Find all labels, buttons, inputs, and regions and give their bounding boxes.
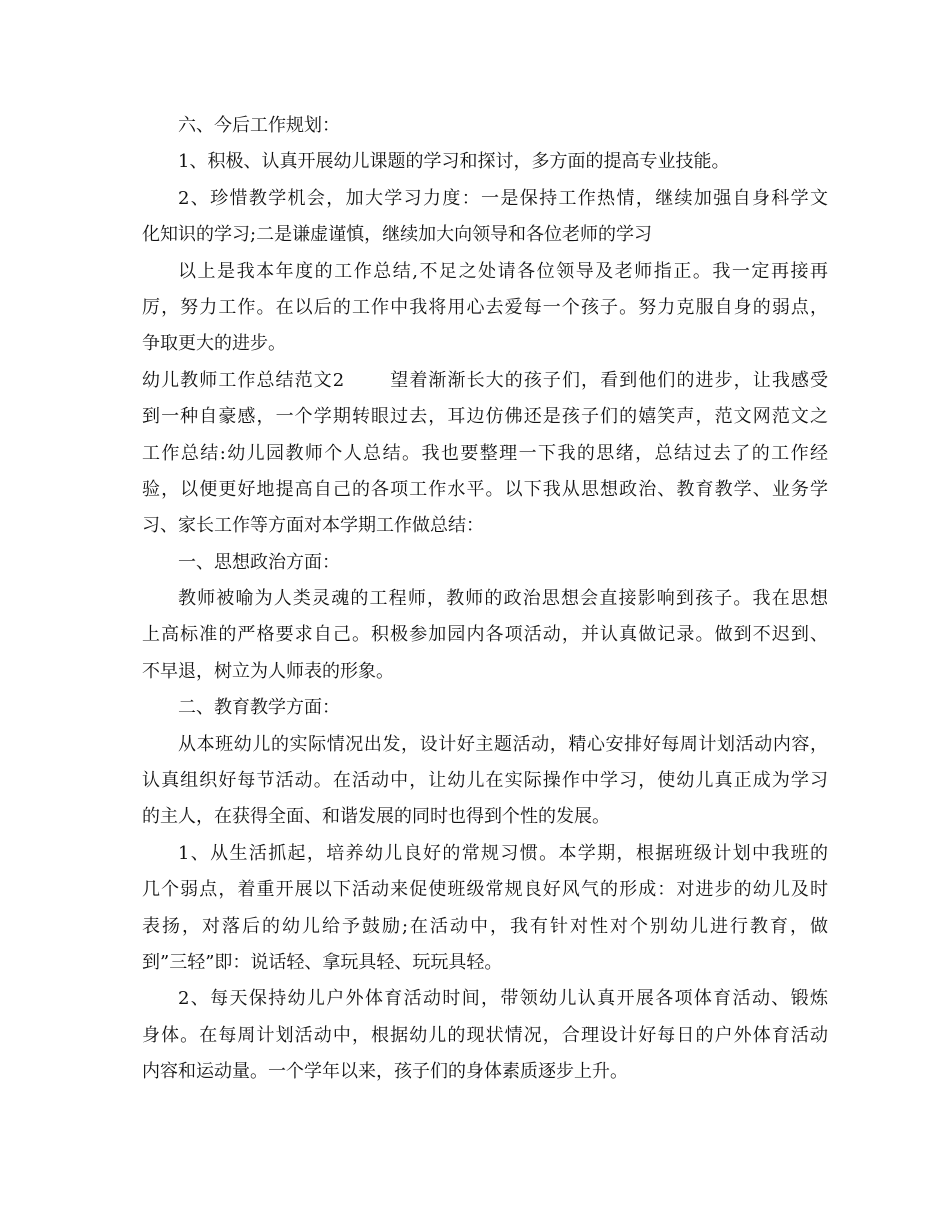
document-line: 从本班幼儿的实际情况出发，设计好主题活动，精心安排好每周计划活动内容， xyxy=(178,733,828,755)
document-line: 1、从生活抓起，培养幼儿良好的常规习惯。本学期，根据班级计划中我班的 xyxy=(178,842,828,864)
document-line: 到一种自豪感，一个学期转眼过去，耳边仿佛还是孩子们的嬉笑声，范文网范文之 xyxy=(142,406,828,428)
document-line: 到”三轻”即：说话轻、拿玩具轻、玩玩具轻。 xyxy=(142,951,503,973)
document-line: 的主人，在获得全面、和谐发展的同时也得到个性的发展。 xyxy=(142,806,610,828)
document-line: 身体。在每周计划活动中，根据幼儿的现状情况，合理设计好每日的户外体育活动 xyxy=(142,1024,828,1046)
document-line: 工作总结:幼儿园教师个人总结。我也要整理一下我的思绪，总结过去了的工作经 xyxy=(142,442,828,464)
document-line: 表扬，对落后的幼儿给予鼓励;在活动中，我有针对性对个别幼儿进行教育，做 xyxy=(142,915,828,937)
document-line: 二、教育教学方面： xyxy=(178,697,340,719)
document-line: 一、思想政治方面： xyxy=(178,551,340,573)
document-line: 上高标准的严格要求自己。积极参加园内各项活动，并认真做记录。做到不迟到、 xyxy=(142,624,828,646)
document-line: 幼儿教师工作总结范文2 望着渐渐长大的孩子们，看到他们的进步，让我感受 xyxy=(142,369,828,391)
document-line: 2、每天保持幼儿户外体育活动时间，带领幼儿认真开展各项体育活动、锻炼 xyxy=(178,988,828,1010)
document-line: 厉，努力工作。在以后的工作中我将用心去爱每一个孩子。努力克服自身的弱点， xyxy=(142,296,828,318)
document-line: 习、家长工作等方面对本学期工作做总结： xyxy=(142,515,484,537)
document-line: 教师被喻为人类灵魂的工程师，教师的政治思想会直接影响到孩子。我在思想 xyxy=(178,588,828,610)
document-line: 几个弱点，着重开展以下活动来促使班级常规良好风气的形成：对进步的幼儿及时 xyxy=(142,879,828,901)
document-line: 争取更大的进步。 xyxy=(142,333,286,355)
document-line: 内容和运动量。一个学年以来，孩子们的身体素质逐步上升。 xyxy=(142,1061,628,1083)
document-line: 以上是我本年度的工作总结,不足之处请各位领导及老师指正。我一定再接再 xyxy=(178,260,828,282)
document-line: 不早退，树立为人师表的形象。 xyxy=(142,660,394,682)
document-line: 化知识的学习;二是谦虚谨慎，继续加大向领导和各位老师的学习 xyxy=(142,224,653,246)
document-line: 六、今后工作规划： xyxy=(178,115,340,136)
document-line: 验，以便更好地提高自己的各项工作水平。以下我从思想政治、教育教学、业务学 xyxy=(142,478,828,500)
document-line: 1、积极、认真开展幼儿课题的学习和探讨，多方面的提高专业技能。 xyxy=(178,151,730,173)
document-line: 认真组织好每节活动。在活动中，让幼儿在实际操作中学习，使幼儿真正成为学习 xyxy=(142,770,828,792)
document-line: 2、珍惜教学机会，加大学习力度：一是保持工作热情，继续加强自身科学文 xyxy=(178,187,828,209)
document-body xyxy=(142,108,828,1091)
